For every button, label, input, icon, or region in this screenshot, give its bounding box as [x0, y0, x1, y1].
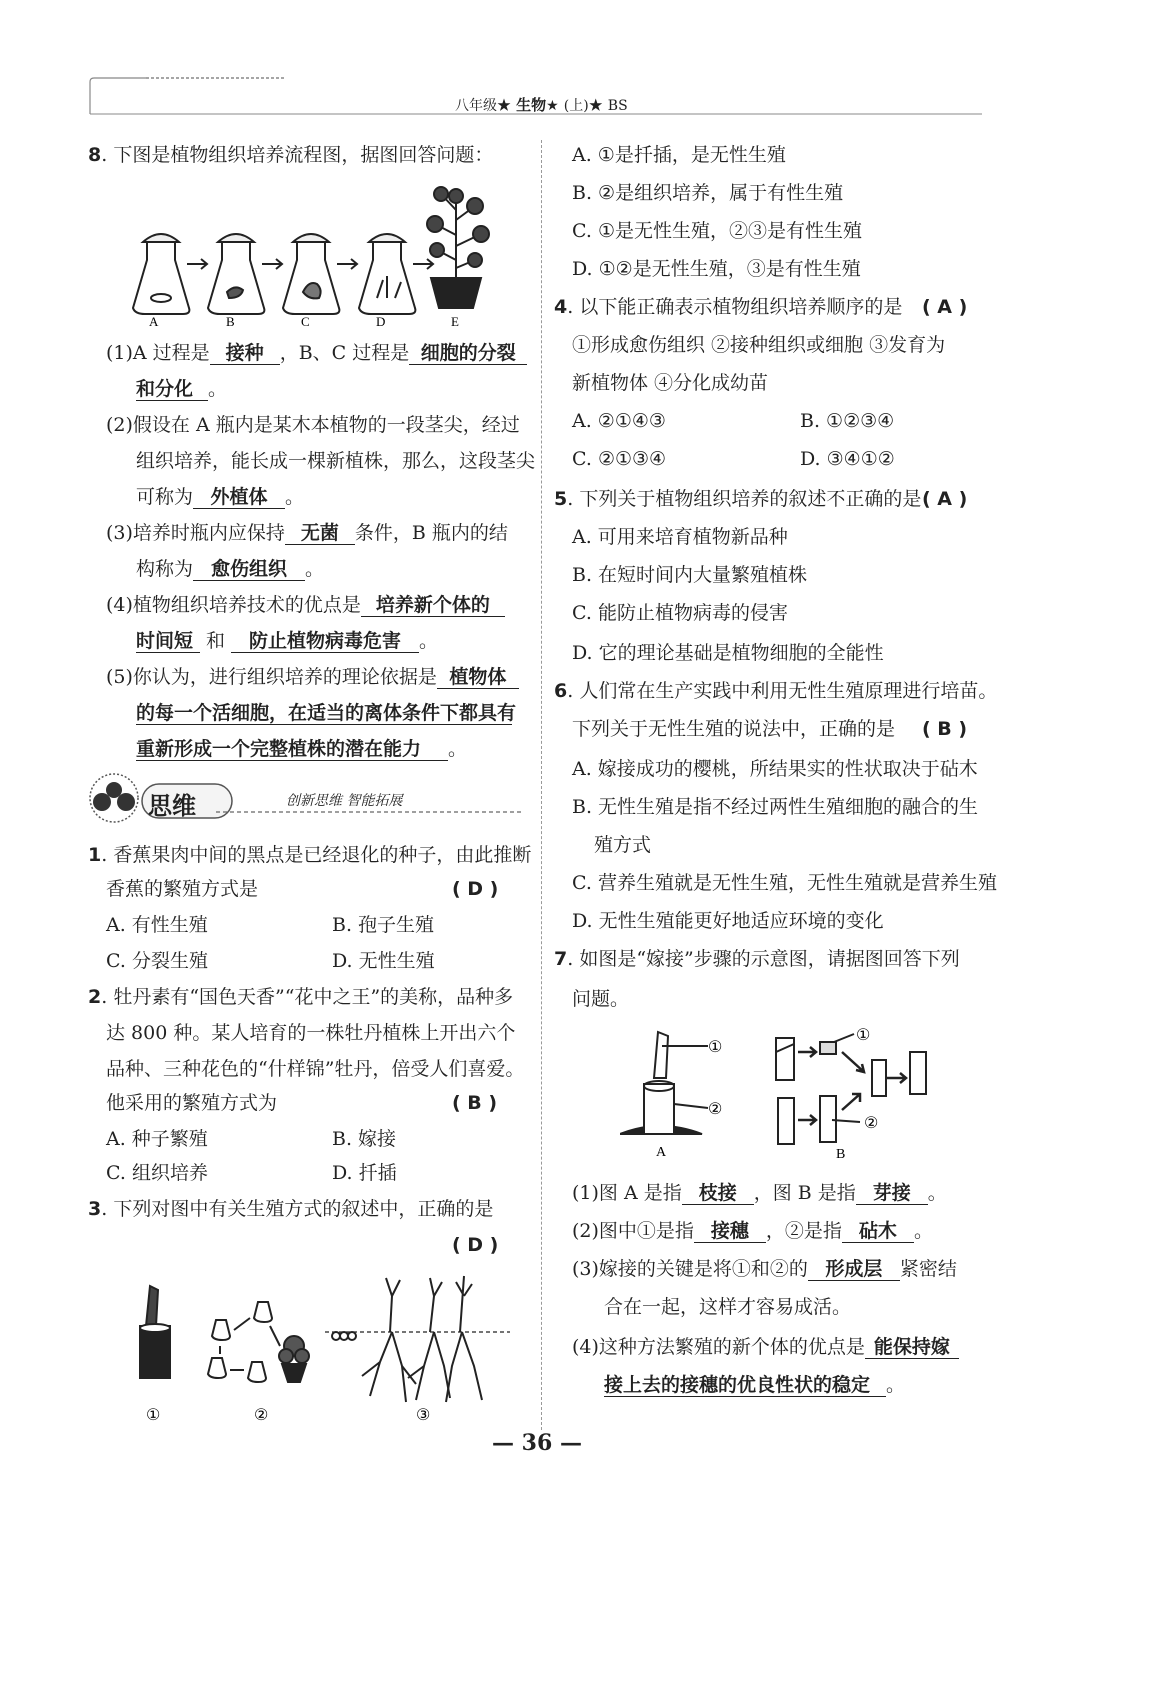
q5-option-a: A. 可用来培育植物新品种 [572, 526, 788, 548]
page-number: — 36 — [492, 1430, 582, 1456]
q7-s4-end: 。 [886, 1374, 906, 1396]
q4-answer: ( A ) [922, 296, 968, 318]
q8-s4-line1: (4)植物组织培养技术的优点是 [106, 594, 361, 616]
q7-fig-label-b2: ② [864, 1115, 879, 1132]
q2-line1: . 牡丹素有“国色天香”“花中之王”的美称，品种多 [101, 986, 514, 1008]
q7-s2-answer1: 接穗 [694, 1220, 766, 1243]
q4-number: 4 [554, 296, 568, 318]
q8-s3-answer2: 愈伤组织 [193, 558, 305, 581]
q3-fig-label-2: ② [254, 1407, 269, 1424]
reproduction-methods-figure [130, 1266, 520, 1426]
q8-s5-answer-b: 的每一个活细胞，在适当的离体条件下都具有 [136, 702, 517, 724]
q1-number: 1 [88, 844, 102, 866]
q8-s4-answer1b: 时间短 [136, 630, 200, 653]
q6-option-a: A. 嫁接成功的樱桃，所结果实的性状取决于砧木 [572, 758, 978, 780]
q7-s3-answer: 形成层 [808, 1258, 900, 1281]
q1-line1: . 香蕉果肉中间的黑点是已经退化的种子，由此推断 [101, 844, 532, 866]
q8-s3-line1b: 条件，B 瓶内的结 [354, 522, 508, 544]
q7-fig-label-B: B [836, 1147, 846, 1162]
q5-answer: ( A ) [922, 488, 968, 510]
q8-s5-answer-a: 植物体 [437, 666, 519, 689]
q1-answer: ( D ) [452, 878, 499, 900]
header-volume: (上) [563, 98, 589, 114]
q3-option-a: A. ①是扦插，是无性生殖 [572, 144, 786, 166]
q2-line4: 他采用的繁殖方式为 [106, 1092, 278, 1114]
q7-s4-answer-a: 能保持嫁 [865, 1336, 959, 1359]
q2-option-d: D. 扦插 [332, 1162, 397, 1184]
q8-s1-answer2a: 细胞的分裂 [409, 342, 527, 365]
section-banner [86, 772, 526, 828]
q6-answer: ( B ) [922, 718, 968, 740]
grafting-figure [620, 1022, 940, 1166]
q8-s1-end: 。 [208, 378, 228, 400]
q3-answer: ( D ) [452, 1234, 499, 1256]
header-edition: BS [607, 98, 628, 114]
q7-s3-text: (3)嫁接的关键是将①和②的 [572, 1258, 808, 1280]
q7-s2-text2: ，②是指 [765, 1220, 842, 1242]
q2-option-c: C. 组织培养 [106, 1162, 208, 1184]
header-grade: 八年级 [455, 98, 497, 114]
flow-label-c: C [301, 314, 310, 328]
flow-label-a: A [149, 314, 159, 328]
q8-s2-answer: 外植体 [193, 486, 285, 509]
q8-s4-answer2: 防止植物病毒危害 [231, 630, 419, 653]
q8-s2-line3: 可称为 [136, 486, 194, 508]
q8-s5-answer-c: 重新形成一个完整植株的潜在能力 [136, 738, 448, 761]
q7-s1-answer1: 枝接 [682, 1182, 754, 1205]
q8-stem: . 下图是植物组织培养流程图，据图回答问题： [101, 144, 494, 166]
q8-s5-end: 。 [448, 738, 468, 760]
q8-s3-end: 。 [305, 558, 325, 580]
column-divider [541, 140, 542, 1430]
q6-number: 6 [554, 680, 568, 702]
q4-option-d: D. ③④①② [800, 448, 895, 470]
q8-s1-text2: ，B、C 过程是 [279, 342, 410, 364]
q6-option-b1: B. 无性生殖是指不经过两性生殖细胞的融合的生 [572, 796, 979, 818]
flow-label-d: D [376, 314, 386, 328]
q4-option-c: C. ②①③④ [572, 448, 667, 470]
q5-option-b: B. 在短时间内大量繁殖植株 [572, 564, 808, 586]
q3-option-b: B. ②是组织培养，属于有性生殖 [572, 182, 844, 204]
q8-s1-answer1: 接种 [210, 342, 280, 365]
q8-s4-answer1a: 培养新个体的 [361, 594, 505, 617]
q1-option-c: C. 分裂生殖 [106, 950, 208, 972]
q8-s4-mid: 和 [206, 630, 226, 652]
q6-option-b2: 殖方式 [594, 834, 652, 856]
q6-line1: . 人们常在生产实践中利用无性生殖原理进行培苗。 [567, 680, 998, 702]
q7-line2: 问题。 [572, 988, 630, 1010]
q3-option-d: D. ①②是无性生殖，③是有性生殖 [572, 258, 861, 280]
q7-fig-label-a2: ② [708, 1101, 723, 1118]
q7-s1-answer2: 芽接 [856, 1182, 928, 1205]
q7-s4-text: (4)这种方法繁殖的新个体的优点是 [572, 1336, 865, 1358]
q2-option-a: A. 种子繁殖 [106, 1128, 208, 1150]
q2-answer: ( B ) [452, 1092, 498, 1114]
q1-line2: 香蕉的繁殖方式是 [106, 878, 259, 900]
q8-s2-line1: (2)假设在 A 瓶内是某木本植物的一段茎尖，经过 [106, 414, 520, 436]
q2-option-b: B. 嫁接 [332, 1128, 397, 1150]
q2-line3: 品种、三种花色的“什样锦”牡丹，倍受人们喜爱。 [106, 1058, 525, 1080]
section-title: 思维 [148, 792, 196, 820]
q6-option-c: C. 营养生殖就是无性生殖，无性生殖就是营养生殖 [572, 872, 997, 894]
q8-s3-line1: (3)培养时瓶内应保持 [106, 522, 285, 544]
q8-s1-answer2b: 和分化 [136, 378, 208, 401]
q8-s4-end: 。 [419, 630, 439, 652]
q4-line2: ①形成愈伤组织 ②接种组织或细胞 ③发育为 [572, 334, 946, 356]
q6-line2: 下列关于无性生殖的说法中，正确的是 [572, 718, 896, 740]
q5-line1: . 下列关于植物组织培养的叙述不正确的是 [567, 488, 922, 510]
q7-fig-label-a1: ① [708, 1039, 723, 1056]
q4-line1: . 以下能正确表示植物组织培养顺序的是 [567, 296, 903, 318]
q8-s3-answer1: 无菌 [285, 522, 355, 545]
section-subtitle: 创新思维 智能拓展 [286, 793, 403, 809]
q1-option-d: D. 无性生殖 [332, 950, 435, 972]
q7-s4-answer-b: 接上去的接穗的优良性状的稳定 [604, 1374, 886, 1397]
q5-number: 5 [554, 488, 568, 510]
q6-option-d: D. 无性生殖能更好地适应环境的变化 [572, 910, 884, 932]
q8-s2-end: 。 [285, 486, 305, 508]
q3-option-c: C. ①是无性生殖，②③是有性生殖 [572, 220, 862, 242]
q2-number: 2 [88, 986, 102, 1008]
q3-fig-label-3: ③ [416, 1407, 431, 1424]
q3-number: 3 [88, 1198, 102, 1220]
q3-fig-label-1: ① [146, 1407, 161, 1424]
q7-fig-label-A: A [656, 1145, 667, 1160]
tissue-culture-flow-figure [125, 180, 515, 328]
q4-option-a: A. ②①④③ [572, 410, 666, 432]
q8-s2-line2: 组织培养，能长成一棵新植株，那么，这段茎尖 [136, 450, 536, 472]
q7-line1: . 如图是“嫁接”步骤的示意图，请据图回答下列 [567, 948, 960, 970]
q7-number: 7 [554, 948, 568, 970]
q8-s1-text: (1)A 过程是 [106, 342, 210, 364]
q1-option-a: A. 有性生殖 [106, 914, 208, 936]
q8-s5-line1: (5)你认为，进行组织培养的理论依据是 [106, 666, 437, 688]
q1-option-b: B. 孢子生殖 [332, 914, 435, 936]
q8-s3-line2: 构称为 [136, 558, 194, 580]
page-number-value: 36 [521, 1430, 553, 1456]
q3-line1: . 下列对图中有关生殖方式的叙述中，正确的是 [101, 1198, 494, 1220]
flow-label-e: E [451, 314, 459, 328]
q7-s2-text: (2)图中①是指 [572, 1220, 694, 1242]
q4-line3: 新植物体 ④分化成幼苗 [572, 372, 769, 394]
q7-s1-text: (1)图 A 是指 [572, 1182, 682, 1204]
q7-s1-text2: ，图 B 是指 [753, 1182, 856, 1204]
q7-s3-line2: 合在一起，这样才容易成活。 [604, 1296, 852, 1318]
header-subject: 生物 [516, 96, 547, 114]
q7-s3-text2: 紧密结 [899, 1258, 957, 1280]
q5-option-c: C. 能防止植物病毒的侵害 [572, 602, 788, 624]
q8-number: 8 [88, 144, 102, 166]
q7-s1-end: 。 [927, 1182, 947, 1204]
q5-option-d: D. 它的理论基础是植物细胞的全能性 [572, 642, 884, 664]
q7-fig-label-b1: ① [856, 1027, 871, 1044]
q7-s2-answer2: 砧木 [842, 1220, 914, 1243]
flow-label-b: B [226, 314, 235, 328]
q2-line2: 达 800 种。某人培育的一株牡丹植株上开出六个 [106, 1022, 516, 1044]
q7-s2-end: 。 [913, 1220, 933, 1242]
q4-option-b: B. ①②③④ [800, 410, 895, 432]
